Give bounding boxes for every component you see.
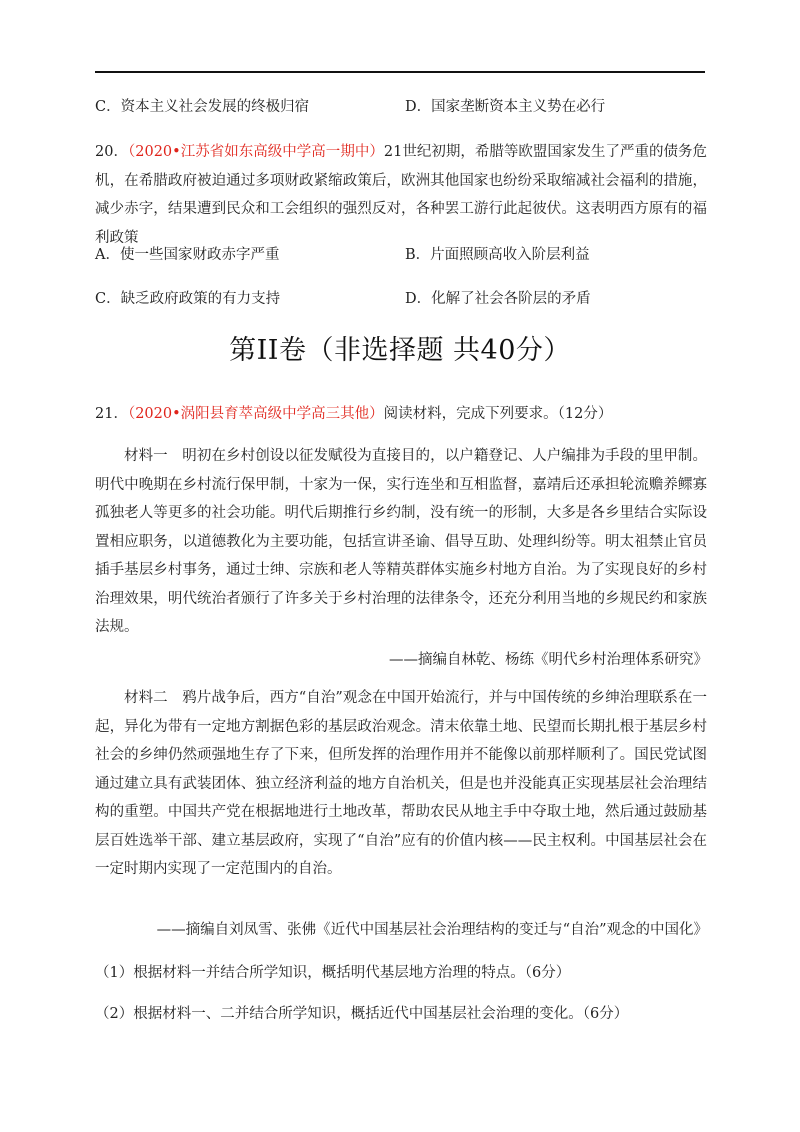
q20-source: （2020•江苏省如东高级中学高一期中） (127, 144, 384, 160)
q21-stem-text: 阅读材料，完成下列要求。（12分） (383, 406, 613, 422)
q21-source: （2020•涡阳县育萃高级中学高三其他） (127, 406, 384, 422)
citation-two: ——摘编自刘凤雪、张佛《近代中国基层社会治理结构的变迁与“自治”观念的中国化》 (156, 922, 708, 938)
citation-one: ——摘编自林乾、杨练《明代乡村治理体系研究》 (389, 652, 708, 668)
q20-option-d: D．化解了社会各阶层的矛盾 (405, 291, 591, 307)
q21-subquestion-1: （1）根据材料一并结合所学知识，概括明代基层地方治理的特点。（6分） (95, 965, 571, 981)
q20-option-c: C．缺乏政府政策的有力支持 (95, 291, 281, 307)
q21-number: 21． (95, 406, 128, 422)
header-rule (95, 71, 705, 73)
q20-stem-text: 21世纪初期，希腊等欧盟国家发生了严重的债务危机，在希腊政府被迫通过多项财政紧缩政策后，欧洲其他国家也纷纷采取缩减社会福利的措施，减少赤字，结果遭到民众和工会组织的强烈反对，各种罢工游行此起彼伏。这表明西方原有的福利政策 (95, 144, 708, 246)
q20-number: 20． (95, 144, 128, 160)
q20-option-b: B．片面照顾高收入阶层利益 (405, 247, 590, 263)
q21-stem (95, 404, 612, 424)
section-title: 第II卷（非选择题 共40分） (229, 335, 571, 366)
q19-option-d: D．国家垄断资本主义势在必行 (405, 99, 606, 115)
q19-option-c: C．资本主义社会发展的终极归宿 (95, 99, 310, 115)
material-two: 材料二 鸦片战争后，西方“自治”观念在中国开始流行，并与中国传统的乡绅治理联系在一起，异化为带有一定地方割据色彩的基层政治观念。清末依靠土地、民望而长期扎根于基层乡村社会的乡绅仍然顽强地生存了下来，但所发挥的治理作用并不能像以前那样顺利了。国民党试图通过建立具有武装团体、独立经济利益的地方自治机关，但是也并没能真正实现基层社会治理结构的重塑。中国共产党在根据地进行土地改革，帮助农民从地主手中夺取土地，然后通过鼓励基层百姓选举干部、建立基层政府，实现了“自治”应有的价值内核——民主权利。中国基层社会在一定时期内实现了一定范围内的自治。 (95, 690, 707, 877)
q21-subquestion-2: （2）根据材料一、二并结合所学知识，概括近代中国基层社会治理的变化。（6分） (95, 1006, 629, 1022)
q20-stem (95, 138, 707, 252)
material-one: 材料一 明初在乡村创设以征发赋役为直接目的，以户籍登记、人户编排为手段的里甲制。明代中晚期在乡村流行保甲制，十家为一保，实行连坐和互相监督，嘉靖后还承担轮流赡养鳏寡孤独老人等更多的社会功能。明代后期推行乡约制，没有统一的形制，大多是各乡里结合实际设置相应职务，以道德教化为主要功能，包括宣讲圣谕、倡导互助、处理纠纷等。明太祖禁止官员插手基层乡村事务，通过士绅、宗族和老人等精英群体实施乡村地方自治。为了实现良好的乡村治理效果，明代统治者颁行了许多关于乡村治理的法律条令，还充分利用当地的乡规民约和家族法规。 (95, 448, 707, 635)
q20-option-a: A．使一些国家财政赤字严重 (95, 247, 280, 263)
